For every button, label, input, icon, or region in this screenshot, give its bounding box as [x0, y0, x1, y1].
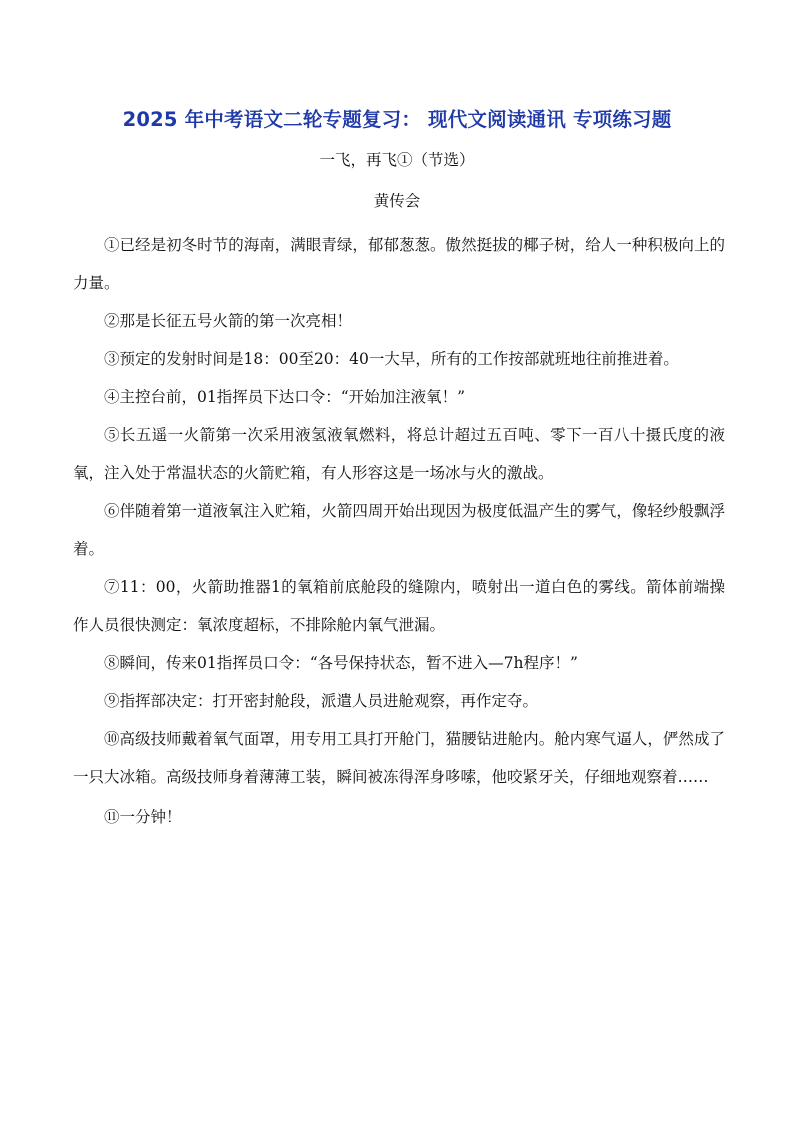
- paragraph-9: ⑨指挥部决定：打开密封舱段，派遣人员进舱观察，再作定夺。: [104, 692, 539, 710]
- paragraph-11: ⑪一分钟！: [104, 808, 182, 826]
- paragraph-3: ③预定的发射时间是18：00至20：40一大早，所有的工作按部就班地往前推进着。: [104, 350, 679, 368]
- paragraph-1: ①已经是初冬时节的海南，满眼青绿，郁郁葱葱。傲然挺拔的椰子树，给人一种积极向上的力量。: [73, 236, 725, 292]
- paragraph-4: ④主控台前，01指挥员下达口令：“开始加注液氧！”: [104, 388, 466, 406]
- paragraph-10: ⑩高级技师戴着氧气面罩，用专用工具打开舱门，猫腰钻进舱内。舱内寒气逼人，俨然成了一只大冰箱。高级技师身着薄薄工装，瞬间被冻得浑身哆嗦，他咬紧牙关，仔细地观察着……: [73, 730, 725, 786]
- paragraph-6: ⑥伴随着第一道液氧注入贮箱，火箭四周开始出现因为极度低温产生的雾气，像轻纱般飘浮着。: [73, 502, 725, 558]
- paragraph-2: ②那是长征五号火箭的第一次亮相！: [104, 312, 353, 330]
- paragraph-7: ⑦11：00，火箭助推器1的氧箱前底舱段的缝隙内，喷射出一道白色的雾线。箭体前端操作人员很快测定：氧浓度超标，不排除舱内氧气泄漏。: [73, 578, 725, 634]
- paragraph-8: ⑧瞬间，传来01指挥员口令：“各号保持状态，暂不进入—7h程序！”: [104, 654, 578, 672]
- article-author: 黄传会: [373, 192, 421, 210]
- article-body: [73, 226, 725, 836]
- document-title: 2025 年中考语文二轮专题复习： 现代文阅读通讯 专项练习题: [122, 108, 672, 131]
- paragraph-5: ⑤长五遥一火箭第一次采用液氢液氧燃料，将总计超过五百吨、零下一百八十摄氏度的液氧，注入处于常温状态的火箭贮箱，有人形容这是一场冰与火的激战。: [73, 426, 725, 482]
- article-title: 一飞，再飞①（节选）: [319, 151, 475, 169]
